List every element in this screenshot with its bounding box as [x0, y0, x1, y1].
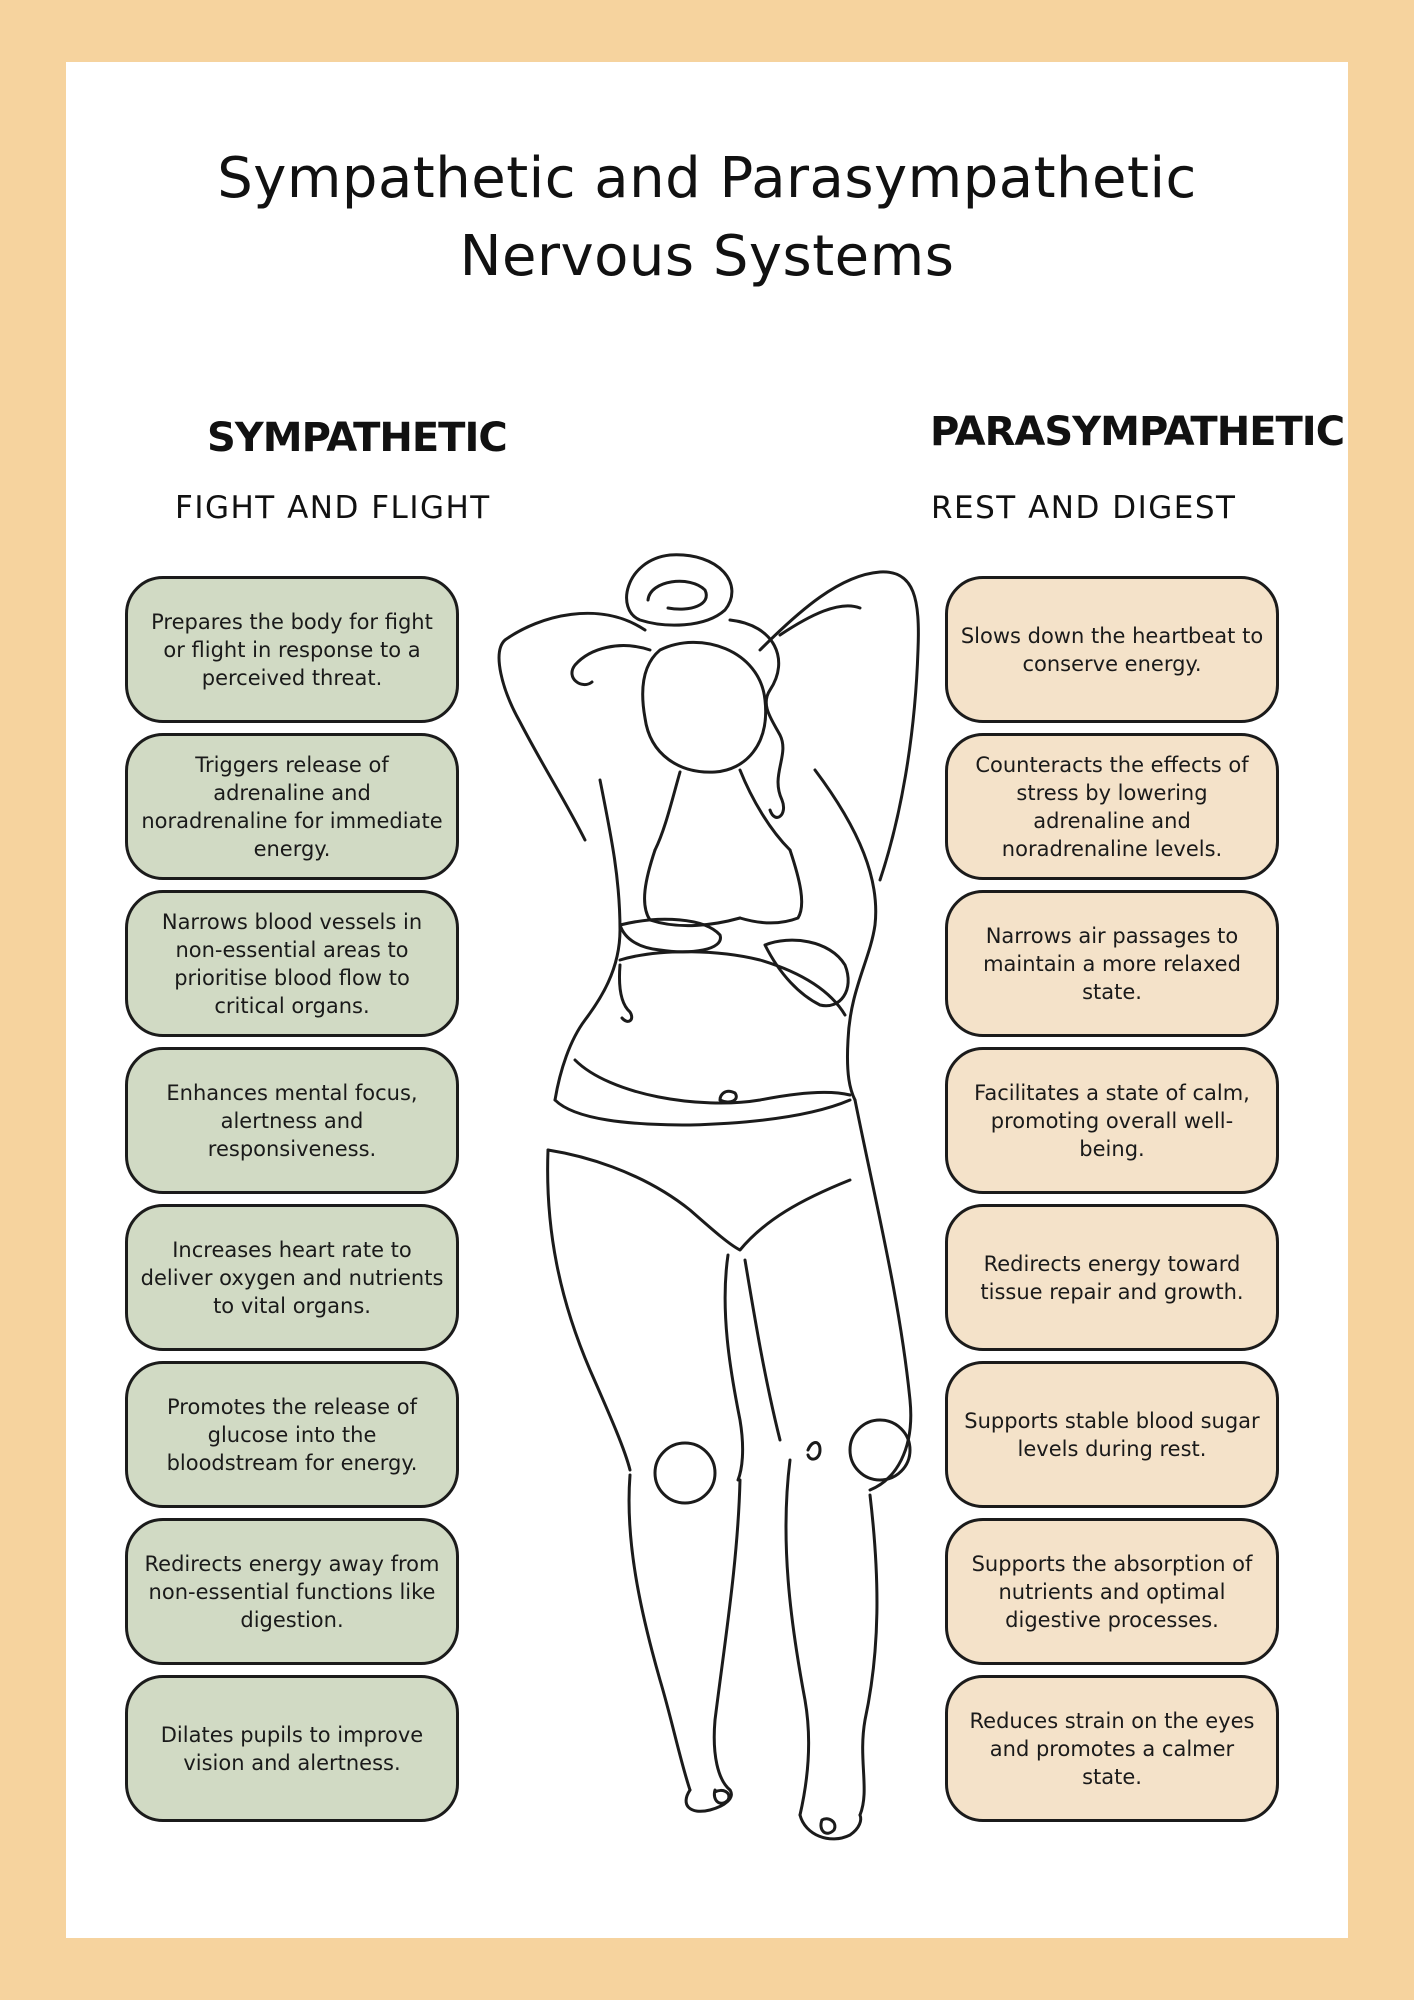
title-line-2: Nervous Systems: [459, 224, 955, 289]
body-line-art-icon: [490, 545, 930, 1845]
parasympathetic-list: [945, 576, 1279, 1832]
parasympathetic-card: Redirects energy toward tissue repair and growth.: [945, 1204, 1279, 1351]
sympathetic-card: Enhances mental focus, alertness and responsiveness.: [125, 1047, 459, 1194]
sympathetic-card: Dilates pupils to improve vision and alertness.: [125, 1675, 459, 1822]
parasympathetic-card: Supports stable blood sugar levels during rest.: [945, 1361, 1279, 1508]
sympathetic-card: Narrows blood vessels in non-essential areas to prioritise blood flow to critical organs.: [125, 890, 459, 1037]
parasympathetic-card: Facilitates a state of calm, promoting overall well-being.: [945, 1047, 1279, 1194]
sympathetic-list: [125, 576, 459, 1832]
parasympathetic-card: Counteracts the effects of stress by lowering adrenaline and noradrenaline levels.: [945, 733, 1279, 880]
sympathetic-card: Triggers release of adrenaline and noradrenaline for immediate energy.: [125, 733, 459, 880]
parasympathetic-card: Supports the absorption of nutrients and optimal digestive processes.: [945, 1518, 1279, 1665]
sympathetic-heading: SYMPATHETIC: [207, 415, 507, 461]
page-title: [0, 140, 1414, 296]
parasympathetic-card: Narrows air passages to maintain a more relaxed state.: [945, 890, 1279, 1037]
sympathetic-card: Increases heart rate to deliver oxygen and nutrients to vital organs.: [125, 1204, 459, 1351]
sympathetic-card: Prepares the body for fight or flight in response to a perceived threat.: [125, 576, 459, 723]
parasympathetic-card: Reduces strain on the eyes and promotes a calmer state.: [945, 1675, 1279, 1822]
title-line-1: Sympathetic and Parasympathetic: [217, 146, 1197, 211]
sympathetic-subheading: FIGHT AND FLIGHT: [175, 490, 491, 526]
sympathetic-card: Redirects energy away from non-essential functions like digestion.: [125, 1518, 459, 1665]
parasympathetic-subheading: REST AND DIGEST: [931, 490, 1237, 526]
sympathetic-card: Promotes the release of glucose into the bloodstream for energy.: [125, 1361, 459, 1508]
parasympathetic-heading: PARASYMPATHETIC: [930, 409, 1345, 455]
parasympathetic-card: Slows down the heartbeat to conserve energy.: [945, 576, 1279, 723]
